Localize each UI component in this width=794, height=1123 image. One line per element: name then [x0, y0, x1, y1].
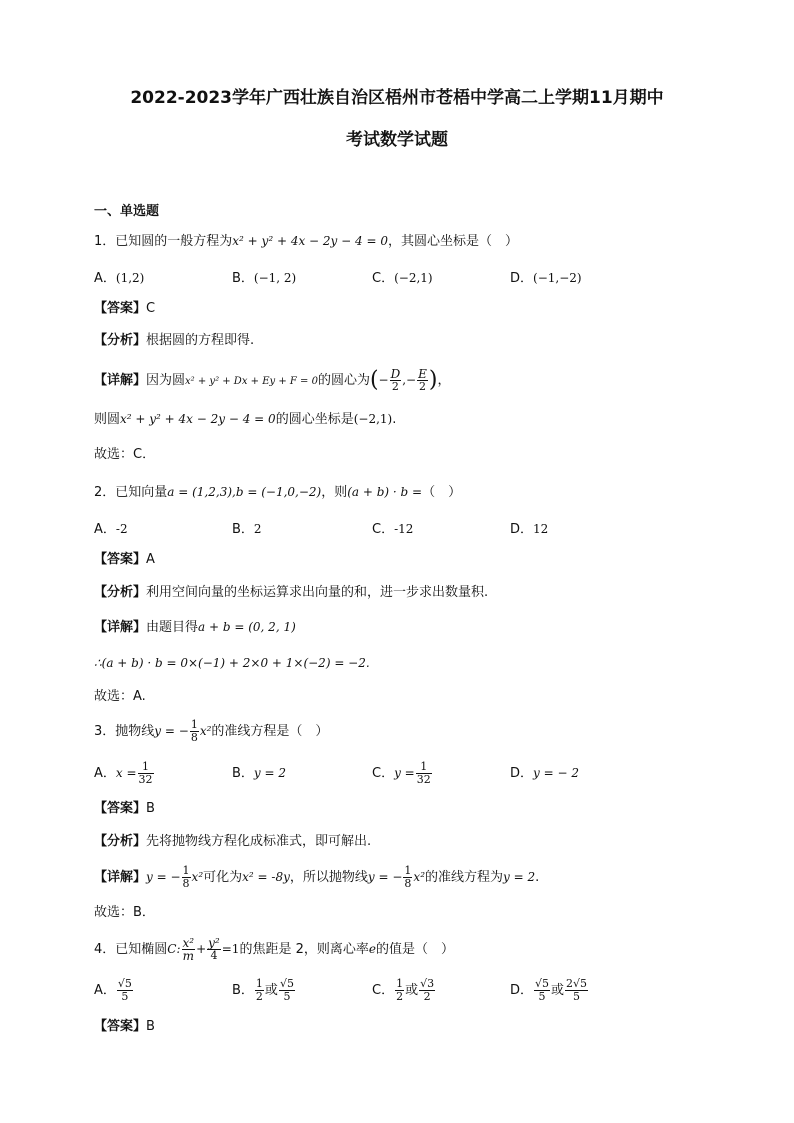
q2-option-a [94, 520, 128, 539]
detail-text: 的准线方程为 [425, 870, 504, 885]
analysis-text: 利用空间向量的坐标运算求出向量的和，进一步求出数量积. [146, 585, 489, 600]
q2-calculation [94, 654, 370, 673]
frac-num: √5 [535, 977, 550, 990]
plus-sign: + [196, 942, 207, 956]
option-label: C． [372, 522, 395, 537]
detail-text: 的圆心为 [317, 373, 370, 388]
option-var: y = [394, 766, 415, 780]
q4-stem [94, 936, 454, 963]
fraction [390, 368, 402, 393]
option-value: (−2,1) [394, 271, 433, 285]
q2-vector-a: a = (1,2,3), [167, 485, 236, 499]
answer-label: 【答案】 [94, 801, 147, 816]
choose-label: 故选： [94, 447, 134, 462]
option-value: y = − 2 [533, 766, 579, 780]
frac-den: 4 [210, 949, 218, 962]
q2-detail [94, 618, 296, 637]
detail-text: ， [437, 373, 451, 388]
fraction [534, 978, 550, 1003]
option-label: B． [232, 766, 254, 781]
frac-den: 8 [182, 877, 190, 890]
q2-option-b [232, 520, 262, 539]
detail-label: 【详解】 [94, 620, 147, 635]
fraction [417, 368, 428, 393]
option-value: (−1,−2) [533, 271, 582, 285]
detail-label: 【详解】 [94, 373, 147, 388]
q1-option-b [232, 269, 296, 288]
frac-num: D [390, 367, 401, 381]
frac-num: √5 [279, 977, 294, 990]
q2-expression: (a + b) · b = [347, 485, 423, 499]
fraction [279, 978, 295, 1003]
detail-var: y = − [367, 870, 403, 884]
q3-answer [94, 800, 155, 818]
or-text: 或 [405, 983, 419, 998]
q2-analysis [94, 584, 488, 602]
option-value: -12 [394, 522, 414, 536]
frac-num: x² [182, 936, 195, 950]
frac-den: 5 [121, 990, 129, 1003]
frac-den: 2 [423, 990, 431, 1003]
fraction [416, 761, 432, 786]
q2-answer [94, 551, 155, 569]
option-label: D． [510, 271, 534, 286]
detail-value: (−2,1) [353, 412, 393, 426]
answer-value: B [146, 1019, 155, 1034]
frac-num: 1 [416, 761, 432, 774]
fraction [138, 761, 154, 786]
option-label: B． [232, 271, 254, 286]
q1-answer [94, 300, 155, 318]
frac-den: 2 [391, 380, 399, 393]
q4-answer [94, 1018, 155, 1036]
q4-option-c [372, 978, 436, 1004]
fraction [419, 978, 435, 1003]
q3-option-b [232, 764, 286, 783]
frac-den: 5 [538, 990, 546, 1003]
option-value: (1,2) [115, 271, 145, 285]
frac-den: 8 [190, 731, 198, 744]
option-value: 12 [533, 522, 549, 536]
equals-one: =1 [221, 942, 240, 956]
q1-stem-pre: 1．已知圆的一般方程为 [94, 234, 233, 249]
answer-value: B [146, 801, 155, 816]
analysis-label: 【分析】 [94, 585, 147, 600]
frac-den: 2 [418, 380, 426, 393]
detail-result: y = 2 [503, 870, 536, 884]
detail-x-squared: x² [413, 870, 425, 884]
q2-stem-mid: ，则 [321, 485, 348, 500]
detail-equation: x² + y² + 4x − 2y − 4 = 0 [120, 412, 276, 426]
fraction [117, 978, 133, 1003]
option-value: 2 [253, 522, 262, 536]
detail-text: . [392, 412, 397, 427]
answer-label: 【答案】 [94, 301, 147, 316]
frac-den: 32 [416, 773, 431, 786]
fraction [565, 978, 588, 1003]
detail-x-squared: x² [191, 870, 204, 884]
detail-equation: x² = -8y [242, 870, 290, 884]
answer-label: 【答案】 [94, 552, 147, 567]
frac-num: 1 [190, 718, 198, 731]
q1-equation: x² + y² + 4x − 2y − 4 = 0 [232, 234, 388, 248]
q3-detail [94, 864, 539, 891]
fraction [182, 937, 196, 962]
q2-vector-b: b = (−1,0,−2) [235, 485, 322, 499]
q4-option-b [232, 978, 296, 1004]
option-label: D． [510, 522, 534, 537]
calculation-text: ∴(a + b) · b = 0×(−1) + 2×0 + 1×(−2) = −2. [94, 656, 370, 670]
q4-option-a [94, 978, 134, 1004]
frac-den: 2 [396, 990, 404, 1003]
frac-num: 2√5 [566, 977, 588, 990]
q3-option-c [372, 760, 433, 787]
page-title-line2: 考试数学试题 [346, 130, 448, 150]
q1-detail-line2 [94, 410, 396, 429]
q3-stem [94, 718, 328, 745]
frac-num: √3 [420, 977, 435, 990]
choose-value: A. [133, 689, 146, 704]
frac-num: 1 [396, 977, 404, 990]
q3-x-squared: x² [199, 724, 212, 738]
choose-label: 故选： [94, 689, 134, 704]
q1-option-a [94, 269, 144, 288]
q1-stem-post: ，其圆心坐标是（ ） [387, 234, 518, 249]
q3-choose [94, 904, 155, 922]
q3-option-a [94, 760, 155, 787]
q2-option-d [510, 520, 548, 539]
detail-text: 由题目得 [146, 620, 199, 635]
frac-den: 8 [404, 877, 412, 890]
frac-num: E [418, 367, 427, 381]
frac-num: 1 [182, 864, 190, 877]
or-text: 或 [264, 983, 278, 998]
q4-option-d [510, 978, 589, 1004]
detail-text: 可化为 [203, 870, 243, 885]
fraction [395, 978, 404, 1003]
frac-den: 32 [138, 773, 153, 786]
q3-analysis [94, 833, 371, 851]
option-label: A． [94, 766, 116, 781]
minus-sign: − [378, 373, 389, 387]
option-label: D． [510, 766, 534, 781]
q3-option-d [510, 764, 579, 783]
fraction [207, 937, 221, 962]
option-var: x = [115, 766, 137, 780]
detail-text: 则圆 [94, 412, 121, 427]
answer-value: C [146, 301, 156, 316]
paren-right: ) [428, 367, 438, 393]
detail-text: ，所以抛物线 [289, 870, 368, 885]
answer-value: A [146, 552, 155, 567]
analysis-text: 先将抛物线方程化成标准式，即可解出. [146, 834, 372, 849]
answer-label: 【答案】 [94, 1019, 147, 1034]
option-label: B． [232, 983, 254, 998]
fraction [182, 865, 191, 890]
frac-num: √5 [117, 977, 132, 990]
detail-text: . [535, 870, 540, 885]
section-heading: 一、单选题 [94, 204, 160, 219]
q1-option-d [510, 269, 582, 288]
q4-e-variable: e [368, 942, 376, 956]
detail-text: 因为圆 [146, 373, 186, 388]
frac-den: m [182, 949, 194, 963]
q4-stem-post: 的焦距是 2，则离心率 [239, 942, 369, 957]
analysis-label: 【分析】 [94, 333, 147, 348]
choose-value: C． [133, 447, 156, 462]
option-value: (−1, 2) [253, 271, 297, 285]
q3-variable: y = − [154, 724, 189, 738]
q1-stem [94, 232, 518, 251]
q2-stem-pre: 2．已知向量 [94, 485, 168, 500]
detail-var: y = − [146, 870, 181, 884]
detail-text: 的圆心坐标是 [275, 412, 354, 427]
option-label: C． [372, 766, 395, 781]
frac-den: 5 [283, 990, 291, 1003]
or-text: 或 [551, 983, 565, 998]
option-label: B． [232, 522, 254, 537]
q2-stem-post: （ ） [422, 485, 462, 500]
q4-stem-pre: 4．已知椭圆 [94, 942, 168, 957]
option-label: A． [94, 522, 116, 537]
q2-option-c [372, 520, 413, 539]
q2-choose [94, 688, 146, 706]
separator: ,− [402, 373, 417, 387]
detail-equation: x² + y² + Dx + Ey + F = 0 [185, 376, 318, 387]
q2-stem [94, 483, 461, 502]
frac-den: 2 [255, 990, 263, 1003]
q1-choose [94, 446, 155, 464]
option-value: y = 2 [253, 766, 287, 780]
fraction [403, 865, 412, 890]
fraction [190, 719, 199, 744]
choose-label: 故选： [94, 905, 134, 920]
analysis-text: 根据圆的方程即得. [146, 333, 255, 348]
fraction [255, 978, 264, 1003]
option-label: A． [94, 271, 116, 286]
q4-stem-end: 的值是（ ） [375, 942, 454, 957]
option-label: A． [94, 983, 116, 998]
paren-left: ( [369, 367, 379, 393]
frac-num: 1 [138, 761, 154, 774]
frac-num: y² [208, 936, 220, 950]
q3-stem-post: 的准线方程是（ ） [211, 724, 329, 739]
frac-num: 1 [404, 864, 412, 877]
detail-equation: a + b = (0, 2, 1) [198, 620, 296, 634]
q3-stem-pre: 3．抛物线 [94, 724, 155, 739]
option-label: C． [372, 271, 395, 286]
option-label: D． [510, 983, 534, 998]
page-title-line1: 2022-2023学年广西壮族自治区梧州市苍梧中学高二上学期11月期中 [130, 88, 664, 108]
option-label: C． [372, 983, 395, 998]
frac-num: 1 [255, 977, 263, 990]
q4-curve-name: C: [167, 942, 181, 956]
option-value: -2 [115, 522, 128, 536]
q1-detail [94, 368, 450, 393]
detail-label: 【详解】 [94, 870, 147, 885]
q1-analysis [94, 332, 254, 350]
frac-den: 5 [573, 990, 581, 1003]
q1-option-c [372, 269, 433, 288]
choose-value: B． [133, 905, 155, 920]
analysis-label: 【分析】 [94, 834, 147, 849]
